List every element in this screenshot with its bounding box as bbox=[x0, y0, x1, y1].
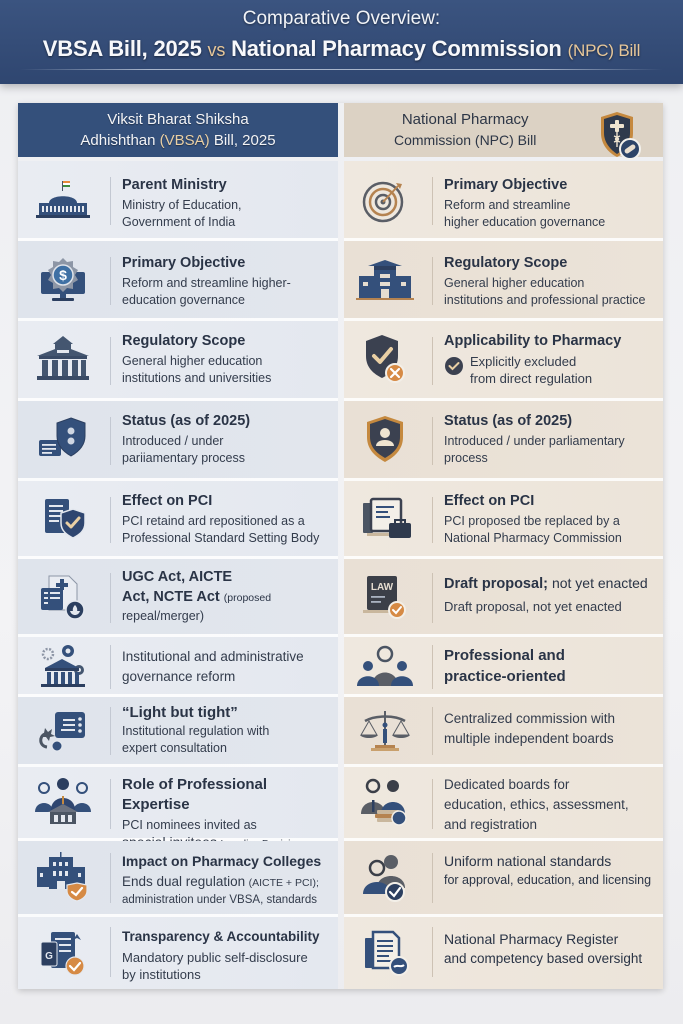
college-check-icon bbox=[30, 851, 96, 903]
vbsa-row-acts-repeal bbox=[18, 559, 338, 637]
row-text bbox=[444, 709, 657, 749]
page-header bbox=[0, 0, 683, 84]
desc-line: Government of India bbox=[122, 215, 236, 229]
desc-line: higher education governance bbox=[444, 215, 606, 229]
row-title: Professional and bbox=[444, 647, 565, 664]
row-divider bbox=[110, 927, 111, 977]
row-text bbox=[122, 253, 332, 309]
row-title: Primary Objective bbox=[122, 255, 246, 271]
vbsa-row-professional-expertise bbox=[18, 767, 338, 841]
row-divider bbox=[110, 573, 111, 623]
row-description bbox=[122, 647, 332, 687]
row-divider bbox=[432, 645, 433, 689]
page-title-line1: Comparative Overview: bbox=[242, 8, 441, 29]
row-description bbox=[122, 275, 332, 309]
desc-note: (AICTE + PCI); bbox=[248, 877, 319, 889]
desc-line: Dedicated boards for bbox=[444, 777, 570, 792]
row-text bbox=[122, 331, 332, 387]
row-text bbox=[122, 703, 332, 757]
row-divider bbox=[110, 257, 111, 305]
row-text bbox=[444, 645, 657, 687]
desc-line: pariiamentary process bbox=[122, 451, 245, 465]
desc-line: multiple independent boards bbox=[444, 731, 614, 746]
parliament-icon bbox=[30, 175, 96, 227]
row-title-line2 bbox=[122, 587, 332, 608]
desc-line: expert consultation bbox=[122, 741, 227, 755]
desc-line bbox=[122, 873, 332, 892]
row-description: repeal/merger) bbox=[122, 609, 204, 623]
desc-line: education governance bbox=[122, 293, 246, 307]
row-text bbox=[444, 573, 657, 615]
vbsa-row-governance-reform bbox=[18, 637, 338, 697]
row-description bbox=[444, 709, 657, 749]
row-text bbox=[122, 491, 332, 547]
vbsa-header-abbr: (VBSA) bbox=[159, 132, 210, 149]
row-text bbox=[444, 253, 657, 309]
row-text bbox=[444, 175, 657, 231]
row-text bbox=[122, 647, 332, 687]
npc-row-draft-proposal bbox=[344, 559, 663, 637]
row-divider bbox=[432, 779, 433, 829]
title-light: not yet enacted bbox=[551, 575, 648, 591]
column-header-npc bbox=[344, 103, 663, 157]
row-divider bbox=[110, 417, 111, 465]
title-npc-abbr: (NPC) Bill bbox=[567, 41, 641, 60]
row-divider bbox=[110, 779, 111, 829]
row-text bbox=[122, 567, 332, 625]
desc-line: administration under VBSA, standards bbox=[122, 894, 317, 906]
title-vs: vs bbox=[207, 40, 226, 60]
desc-line: education, ethics, assessment, bbox=[444, 797, 629, 812]
npc-row-professional-oriented bbox=[344, 637, 663, 697]
vbsa-header-word: Adhishthan bbox=[80, 132, 156, 149]
row-description bbox=[444, 275, 657, 309]
row-text bbox=[122, 927, 332, 983]
row-divider bbox=[432, 177, 433, 225]
desc-line: from direct regulation bbox=[470, 371, 593, 386]
row-description bbox=[444, 197, 657, 231]
desc-line: and competency based oversight bbox=[444, 951, 643, 966]
vbsa-row-effect-on-pci bbox=[18, 481, 338, 559]
professionals-group-icon bbox=[352, 641, 418, 693]
row-title: “Light but tight” bbox=[122, 704, 238, 721]
desc-line: institutions and universities bbox=[122, 371, 272, 385]
desc-line: by institutions bbox=[122, 967, 201, 982]
row-text bbox=[444, 331, 657, 387]
svg-text:G: G bbox=[45, 951, 53, 962]
row-divider bbox=[110, 337, 111, 385]
desc-line: National Pharmacy Register bbox=[444, 931, 619, 947]
row-description bbox=[122, 723, 332, 757]
check-circle-icon bbox=[444, 356, 464, 376]
desc-line: and registration bbox=[444, 817, 538, 832]
row-divider bbox=[110, 853, 111, 903]
vbsa-header-year: Bill, 2025 bbox=[213, 132, 276, 149]
row-title-line2: practice-oriented bbox=[444, 668, 566, 685]
vbsa-header-line2 bbox=[80, 130, 275, 151]
row-text bbox=[444, 491, 657, 547]
desc-line: Uniform national standards bbox=[444, 853, 612, 869]
row-description bbox=[122, 197, 332, 231]
row-divider bbox=[432, 927, 433, 977]
row-divider bbox=[432, 337, 433, 385]
row-text bbox=[122, 411, 332, 467]
row-description bbox=[122, 949, 332, 983]
npc-row-dedicated-boards bbox=[344, 767, 663, 841]
row-description bbox=[444, 513, 657, 547]
desc-line: National Pharmacy Commission bbox=[444, 531, 622, 545]
row-description bbox=[444, 775, 657, 835]
panel-network-icon bbox=[30, 705, 96, 757]
row-title: Applicability to Pharmacy bbox=[444, 333, 622, 349]
row-title: Impact on Pharmacy Colleges bbox=[122, 853, 322, 869]
report-check-icon bbox=[30, 927, 96, 979]
desc-line: PCI nominees invited as bbox=[122, 818, 257, 832]
row-description: Draft proposal, not yet enacted bbox=[444, 599, 622, 614]
vbsa-column bbox=[18, 161, 338, 989]
desc-line: governance reform bbox=[122, 669, 236, 684]
npc-header-line2: Commission (NPC) Bill bbox=[394, 132, 537, 148]
row-divider bbox=[432, 497, 433, 543]
target-arrow-icon bbox=[352, 175, 418, 227]
vbsa-header-line1: Viksit Bharat Shiksha bbox=[107, 111, 249, 128]
row-divider bbox=[110, 645, 111, 689]
clipboard-shield-icon bbox=[30, 493, 96, 545]
npc-row-status bbox=[344, 401, 663, 481]
vbsa-row-light-but-tight bbox=[18, 697, 338, 767]
desc-line: PCI proposed tbe replaced by a bbox=[444, 514, 620, 528]
npc-row-applicability bbox=[344, 321, 663, 401]
row-title: Status (as of 2025) bbox=[122, 413, 251, 429]
law-book-check-icon bbox=[352, 571, 418, 623]
experts-group-icon bbox=[30, 775, 96, 827]
title-text: Act, NCTE Act bbox=[122, 589, 220, 605]
row-divider bbox=[432, 257, 433, 305]
row-description bbox=[122, 513, 332, 547]
desc-line: Ministry of Education, bbox=[122, 198, 242, 212]
building-gears-icon bbox=[30, 641, 96, 693]
desc-line: Professional Standard Setting Body bbox=[122, 531, 320, 545]
desc-line: Mandatory public self-disclosure bbox=[122, 950, 308, 965]
row-title bbox=[444, 573, 657, 594]
desc-line: Introduced / under parliamentary bbox=[444, 434, 625, 448]
npc-row-regulatory-scope bbox=[344, 241, 663, 321]
row-title: Status (as of 2025) bbox=[444, 413, 573, 429]
shield-caduceus-icon bbox=[597, 109, 641, 159]
svg-text:$: $ bbox=[59, 267, 67, 283]
document-briefcase-icon bbox=[352, 493, 418, 545]
npc-row-primary-objective bbox=[344, 161, 663, 241]
monitor-dollar-icon bbox=[30, 255, 96, 307]
institution-building-icon bbox=[30, 333, 96, 385]
svg-text:LAW: LAW bbox=[370, 582, 394, 593]
desc-line: Explicitly excluded bbox=[470, 354, 577, 369]
column-header-vbsa bbox=[18, 103, 338, 157]
row-divider bbox=[110, 177, 111, 225]
npc-column bbox=[344, 161, 663, 989]
npc-row-uniform-standards bbox=[344, 841, 663, 917]
row-divider bbox=[110, 497, 111, 543]
desc-line: institutions and professional practice bbox=[444, 293, 646, 307]
row-text bbox=[444, 929, 657, 969]
vbsa-row-parent-ministry bbox=[18, 161, 338, 241]
vbsa-row-status bbox=[18, 401, 338, 481]
desc-lines bbox=[470, 353, 592, 387]
title-npc: National Pharmacy Commission bbox=[231, 36, 562, 61]
row-title: Role of Professional Expertise bbox=[122, 776, 268, 813]
title-bold: Draft proposal; bbox=[444, 576, 548, 592]
desc-line: Centralized commission with bbox=[444, 711, 616, 726]
desc-line: General higher education bbox=[122, 354, 263, 368]
desc-line: Introduced / under bbox=[122, 434, 224, 448]
campus-building-icon bbox=[352, 255, 418, 307]
desc-line: General higher education bbox=[444, 276, 585, 290]
desc-line: PCI retaind ard repositioned as a bbox=[122, 514, 305, 528]
desc-line: process bbox=[444, 451, 488, 465]
row-divider bbox=[110, 707, 111, 755]
vbsa-row-pharmacy-colleges bbox=[18, 841, 338, 917]
desc-line: Reform and streamline higher- bbox=[122, 276, 291, 290]
npc-row-centralized-commission bbox=[344, 697, 663, 767]
title-note: (proposed bbox=[223, 592, 272, 604]
row-description bbox=[122, 353, 332, 387]
row-text bbox=[444, 411, 657, 467]
row-title: Effect on PCI bbox=[444, 493, 535, 509]
title-vbsa: VBSA Bill, 2025 bbox=[42, 36, 202, 61]
row-description bbox=[444, 353, 657, 387]
npc-header-line1: National Pharmacy bbox=[401, 111, 529, 128]
row-text bbox=[122, 175, 332, 231]
row-description bbox=[122, 873, 332, 909]
shield-documents-icon bbox=[30, 413, 96, 465]
comparison-table bbox=[18, 103, 663, 989]
shield-person-icon bbox=[352, 413, 418, 465]
row-divider bbox=[432, 853, 433, 903]
vbsa-row-transparency bbox=[18, 917, 338, 989]
row-divider bbox=[432, 707, 433, 755]
row-text bbox=[122, 851, 332, 909]
desc-text: Ends dual regulation bbox=[122, 874, 246, 889]
row-text bbox=[444, 851, 657, 889]
row-title: Transparency & Accountability bbox=[122, 929, 320, 944]
desc-line: Institutional and administrative bbox=[122, 649, 304, 664]
row-title: UGC Act, AICTE bbox=[122, 569, 233, 585]
desc-line: for approval, education, and licensing bbox=[444, 873, 652, 887]
row-title: Regulatory Scope bbox=[122, 333, 246, 349]
row-title: Regulatory Scope bbox=[444, 255, 568, 271]
vbsa-row-regulatory-scope bbox=[18, 321, 338, 401]
page-title-line2 bbox=[0, 36, 683, 62]
row-divider bbox=[432, 573, 433, 623]
npc-row-effect-on-pci bbox=[344, 481, 663, 559]
row-description bbox=[444, 433, 657, 467]
row-title: Effect on PCI bbox=[122, 493, 213, 509]
row-title: Parent Ministry bbox=[122, 177, 227, 193]
desc-line: Institutional regulation with bbox=[122, 724, 270, 738]
row-description bbox=[122, 433, 332, 467]
shield-check-x-icon bbox=[352, 333, 418, 385]
register-document-icon bbox=[352, 927, 418, 979]
document-merge-icon bbox=[30, 571, 96, 623]
row-divider bbox=[432, 417, 433, 465]
npc-row-pharmacy-register bbox=[344, 917, 663, 989]
row-title: Primary Objective bbox=[444, 177, 568, 193]
vbsa-row-primary-objective bbox=[18, 241, 338, 321]
row-text bbox=[444, 775, 657, 835]
header-divider bbox=[20, 69, 663, 70]
desc-line: Reform and streamline bbox=[444, 198, 571, 212]
board-members-icon bbox=[352, 775, 418, 827]
scales-justice-icon bbox=[352, 705, 418, 757]
users-check-icon bbox=[352, 851, 418, 903]
